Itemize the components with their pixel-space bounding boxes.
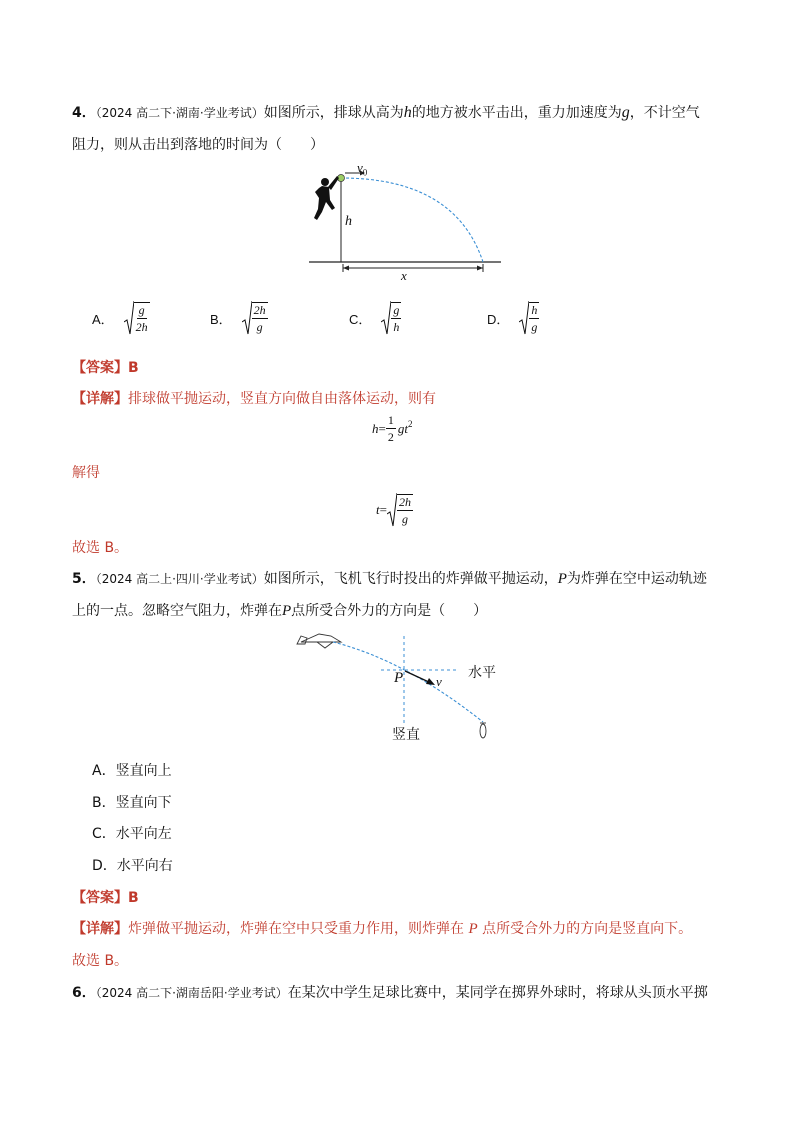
q5-stem-line1: 5．（2024 高二上·四川·学业考试）如图所示，飞机飞行时投出的炸弹做平抛运动，P为炸弹在空中运动轨迹 (72, 571, 707, 587)
q5-option-a[interactable]: A．竖直向上 (92, 763, 172, 779)
q5-option-c[interactable]: C．水平向左 (92, 826, 172, 842)
q4-option-d[interactable]: D． $\frac{h}{g}$ (487, 303, 538, 334)
q6-number: 6 (72, 985, 82, 1001)
bomb-trajectory (333, 642, 483, 722)
q5-option-d[interactable]: D．水平向右 (92, 858, 173, 874)
q4-option-c[interactable]: C． $\frac{g}{h}$ (349, 303, 400, 334)
q4-figure (305, 160, 505, 282)
var-g: g (621, 104, 630, 121)
trajectory-curve (341, 178, 483, 262)
q5-option-b[interactable]: B．竖直向下 (92, 795, 172, 811)
q5-detail: 【详解】炸弹做平抛运动，炸弹在空中只受重力作用，则炸弹在 P 点所受合外力的方向是竖直向下。 (72, 921, 693, 937)
q4-stem-line1: 4．（2024 高二下·湖南·学业考试）如图所示，排球从高为h的地方被水平击出，重力加速度为g，不计空气 (72, 104, 700, 121)
formula-h: h = $\frac{1}{2}$ gt $^2$ (372, 413, 413, 444)
p-label: P (394, 670, 404, 686)
var-h: h (403, 104, 412, 121)
player-silhouette-icon (314, 176, 339, 220)
q5-source: （2024 高二上·四川·学业考试） (95, 572, 264, 586)
horizontal-label: 水平 (468, 665, 496, 681)
q4-number: 4 (72, 105, 82, 121)
v0-label: $v_0$ (357, 160, 368, 178)
q5-number: 5 (72, 571, 82, 587)
x-label: x (401, 268, 407, 283)
q4-option-a[interactable]: A． $\frac{g}{2h}$ (92, 303, 148, 334)
bomb-icon (480, 723, 486, 738)
airplane-icon (297, 634, 341, 648)
q4-solve-text: 解得 (72, 465, 100, 481)
q4-conclusion: 故选 B。 (72, 540, 129, 556)
q5-conclusion: 故选 B。 (72, 953, 129, 969)
formula-t: t = $\frac{2h}{g}$ (376, 495, 411, 526)
q6-stem-line1: 6．（2024 高二下·湖南岳阳·学业考试）在某次中学生足球比赛中，某同学在掷界外球时，将球从头顶水平掷 (72, 985, 708, 1001)
q4-answer: 【答案】B (72, 360, 139, 376)
velocity-arrow (405, 671, 431, 683)
vertical-label: 竖直 (392, 727, 420, 743)
h-label: h (345, 214, 352, 229)
v-label: v (436, 674, 442, 689)
q5-stem-line2: 上的一点。忽略空气阻力，炸弹在P点所受合外力的方向是（ ） (72, 603, 488, 619)
q5-answer: 【答案】B (72, 890, 139, 906)
q4-detail: 【详解】排球做平抛运动，竖直方向做自由落体运动，则有 (72, 391, 436, 407)
q6-source: （2024 高二下·湖南岳阳·学业考试） (95, 986, 288, 1000)
q4-source: （2024 高二下·湖南·学业考试） (95, 106, 264, 120)
q4-option-b[interactable]: B． $\frac{2h}{g}$ (210, 303, 266, 334)
q4-stem-line2: 阻力，则从击出到落地的时间为（ ） (72, 137, 324, 153)
